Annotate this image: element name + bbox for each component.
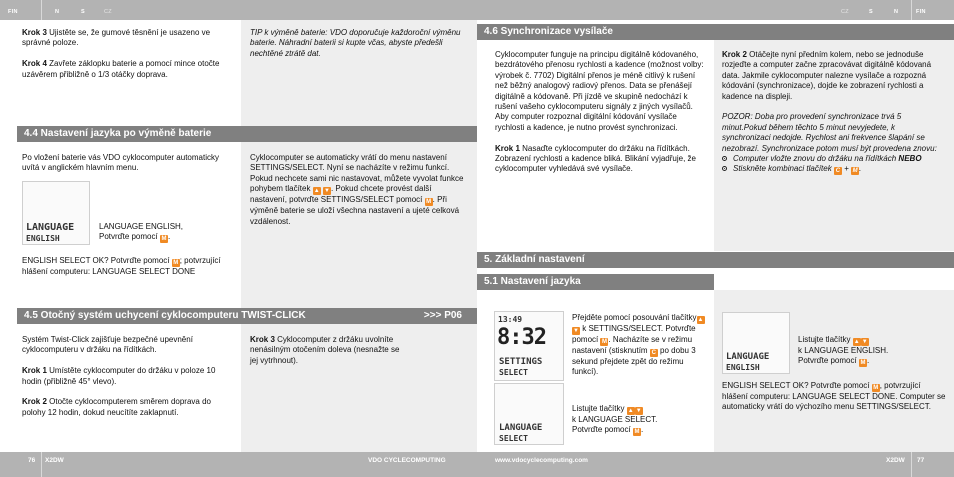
lcd-text-line2: ENGLISH [26,234,60,243]
lcd-language-select [494,383,564,445]
footer-divider [911,452,912,477]
battery-steps: Krok 3 Ujistěte se, že gumové těsnění je usazeno ve správné poloze. Krok 4 Zavřete záklopku baterie a pomocí mince otočte uzávěrem přibližně o 1/3 otáčky doprava. [22,28,220,79]
c-key-icon: C [835,168,841,175]
lang-tab-s[interactable]: S [869,9,873,15]
sec44-confirm: ENGLISH SELECT OK? Potvrďte pomocí M ; potvrzující hlášení computeru: LANGUAGE SELECT DONE [22,256,221,276]
m-key-icon: M [173,260,179,266]
sec44-intro: Po vložení baterie vás VDO cyklocomputer automaticky uvítá v anglickém hlavním menu. [22,153,219,173]
lang-tab-s[interactable]: S [81,9,85,15]
c-key-icon: C [651,350,656,356]
lang-tab-n[interactable]: N [55,9,60,15]
lcd-language-english [722,312,790,374]
lcd-text-line2: ENGLISH [726,363,760,372]
sec51-step2-text: Listujte tlačítky ▲ ▼ k LANGUAGE SELECT. Potvrďte pomocí M . [572,404,658,436]
sec46-left-text: Cyklocomputer funguje na principu digitálně kódovaného, bezdrátového přenosu rychlosti a kadence (možnost volby: výrobek č. 7702) Digitální přenos je méně citlivý k rušení než běžný analogový radiový přenos. Data se přenášejí digitálně a kódovaně. Při jízdě ve skupině nedochází k rušení vašeho cyklocomputeru signály z jiných vysílačů. Aby computer rozpoznal digitální kódování vysílače rychlosti a kadence, je nutno provést synchronizaci. Krok 1 Nasaďte cyklocomputer do držáku na řídítkách. Zobrazení rychlosti a kadence bliká. Blikání vyjadřuje, že cyklocomputer vyhledává své vysílače. [495,50,704,174]
lcd-text-line2: SELECT [499,434,528,443]
model-name-right: X2DW [886,457,905,464]
m-key-icon: M [601,339,607,345]
lcd-text-line1: SETTINGS [499,357,543,367]
header-divider [41,0,42,20]
lcd-text-line1: LANGUAGE [26,222,75,233]
bullet-icon [722,166,727,171]
down-arrow-key-icon: ▼ [573,328,579,334]
up-arrow-key-icon: ▲ [697,317,704,323]
section-5-1-title: 5.1 Nastavení jazyka [477,274,714,290]
up-arrow-key-icon: ▲ [313,188,320,195]
lcd-language-english [22,181,90,245]
up-arrow-key-icon: ▲ [853,339,860,345]
m-key-icon: M [852,168,858,175]
page-reference: >>> P06 [423,310,462,321]
sec45-right-text: Krok 3 Cyklocomputer z držáku uvolníte nenásilným otočením doleva (nesnažte se jej vytrhnout). [250,335,400,365]
lang-tab-fin[interactable]: FIN [916,9,926,15]
header-strip-right [477,0,954,20]
header-divider [911,0,912,20]
m-key-icon: M [426,199,432,206]
lcd-text-line1: LANGUAGE [499,423,543,433]
sec46-right-text: Krok 2 Otáčejte nyní předním kolem, nebo se jednoduše rozjeďte a computer začne zpracovávat digitálně kódovaná data. Jakmile cyklocomputer nalezne vysílače a rozpozná kódování (synchronizace), dojde ke zobrazení rychlosti a kadence na displeji. POZOR: Doba pro provedení synchronizace trvá 5 minut.Pokud během těchto 5 minut nevyjedete, k synchronizaci nedojde. Rychlost ani frekvence šlapání se nezobrazí. Synchronizace potom musí být provedena znovu: Computer vložte znovu do držáku na řídítkách NEBO Stiskněte kombinaci tlačítek C + M . [722,50,937,175]
sec44-right-text: Cyklocomputer se automaticky vrátí do menu nastavení SETTINGS/SELECT. Nyní se nacházíte v režimu funkcí. Pokud nechcete sami nic nastavovat, můžete vyvolat funkce pohybem tlačítek ▲ ▼. Pokud chcete provést další nastavení, potvrďte SETTINGS/SELECT pomocí M . Při výměně baterie se uloží všechna nastavení a ujeté celková vzdálenost. [250,153,464,226]
header-strip-left [0,0,477,20]
lcd-text-line1: LANGUAGE [726,352,770,362]
bullet-icon [722,156,727,161]
model-name-left: X2DW [45,457,64,464]
footer [0,452,954,477]
down-arrow-key-icon: ▼ [861,339,868,345]
section-4-4-title: 4.4 Nastavení jazyka po výměně baterie [17,126,477,142]
page-number-left: 76 [28,457,36,464]
section-5-title: 5. Základní nastavení [477,252,954,268]
lcd-text-line2: SELECT [499,368,528,377]
brand-name: VDO CYCLECOMPUTING [368,457,446,464]
up-arrow-key-icon: ▲ [627,408,634,414]
m-key-icon: M [634,429,640,436]
lang-tab-cz[interactable]: CZ [104,9,112,15]
lcd-main-display [494,311,564,381]
footer-divider [41,452,42,477]
sec44-caption: LANGUAGE ENGLISH, Potvrďte pomocí M . [99,222,184,243]
website-link[interactable]: www.vdocyclecomputing.com [495,457,588,464]
section-4-5-title: 4.5 Otočný systém uchycení cyklocomputeru TWIST-CLICK >>> P06 [17,308,477,324]
lang-tab-cz[interactable]: CZ [841,9,849,15]
lang-tab-fin[interactable]: FIN [8,9,18,15]
sec51-confirm-text: ENGLISH SELECT OK? Potvrďte pomocí M , potvrzující hlášení computeru: LANGUAGE SELECT DONE. Computer se automaticky vrátí do výchozího menu SETTINGS/SELECT. [722,381,946,412]
lcd-clock-text: 13:49 [498,315,523,324]
m-key-icon: M [860,360,866,367]
lang-tab-n[interactable]: N [894,9,899,15]
sec45-left-text: Systém Twist-Click zajišťuje bezpečné upevnění cyklocomputeru v držáku na řídítkách. Krok 1 Umístěte cyklocomputer do držáku v poloze 10 hodin (přibližně 45° vlevo). Krok 2 Otočte cyklocomputerem směrem doprava do polohy 12 hodin, dokud neucítíte zaklapnutí. [22,335,216,417]
sec51-step1-text: Přejděte pomocí posouvání tlačítky▲▼ k SETTINGS/SELECT. Potvrďte pomocí M . Nacházíte se v režimu nastavení (stisknutím C po dobu 3 sekund přejdete zpět do režimu funkcí). [572,313,704,377]
lcd-speed-text: 8:32 [497,325,546,350]
page-number-right: 77 [917,457,925,464]
battery-tip: TIP k výměně baterie: VDO doporučuje každoroční výměnu baterie. Náhradní baterii si kupte včas, abyste předešli nechtěné ztrátě dat. [250,28,461,58]
down-arrow-key-icon: ▼ [323,188,330,195]
down-arrow-key-icon: ▼ [635,408,642,414]
m-key-icon: M [873,385,879,391]
section-4-6-title: 4.6 Synchronizace vysílače [477,24,954,40]
sec51-step3-text: Listujte tlačítky ▲ ▼ k LANGUAGE ENGLISH. Potvrďte pomocí M . [798,335,889,367]
m-key-icon: M [161,236,167,243]
